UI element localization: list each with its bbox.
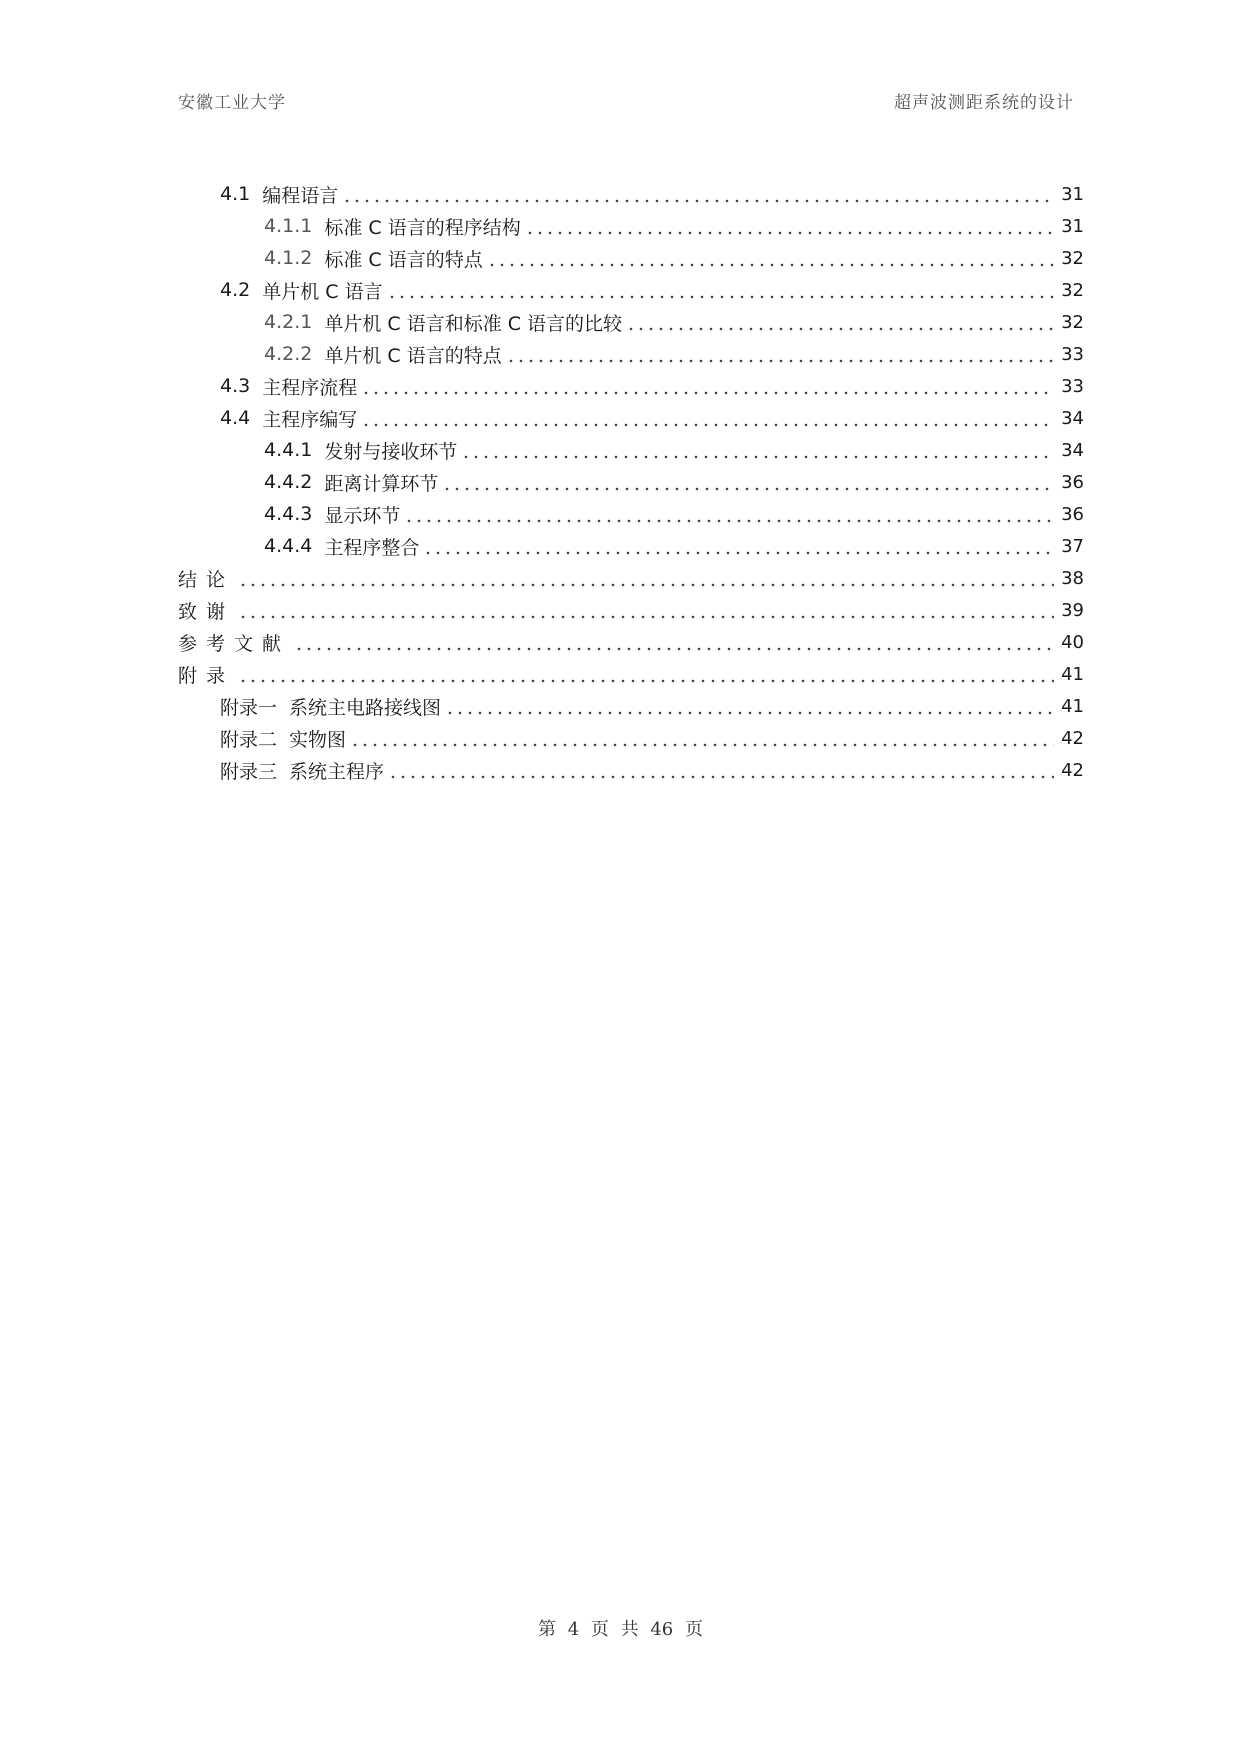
- toc-entry-page: 34: [1061, 439, 1084, 461]
- toc-entry-title: 编程语言: [262, 184, 339, 207]
- toc-leader-dots: [404, 503, 1054, 525]
- toc-entry-title: 实物图: [289, 728, 347, 751]
- toc-entry-page: 37: [1061, 535, 1084, 557]
- toc-leader-dots: [238, 663, 1054, 685]
- toc-leader-dots: [350, 727, 1054, 749]
- toc-leader-dots: [238, 567, 1054, 589]
- page-footer: 第 4 页 共 46 页: [538, 1619, 703, 1640]
- toc-leader-dots: [238, 599, 1054, 621]
- toc-entry-4-1-2[interactable]: [264, 242, 1084, 274]
- toc-entry-number: 4.2: [220, 279, 251, 301]
- page-header: [178, 88, 1074, 118]
- toc-entry-number: 附录三: [220, 760, 278, 783]
- toc-entry-4-3[interactable]: [220, 370, 1084, 402]
- toc-entry-number: 4.4.3: [264, 503, 313, 525]
- toc-entry-number: 4.4.2: [264, 471, 313, 493]
- toc-entry-title: 单片机 C 语言的特点: [324, 344, 502, 367]
- toc-entry-page: 32: [1061, 311, 1084, 333]
- toc-entry-title: 致谢: [178, 600, 235, 623]
- toc-entry-number: 4.1.1: [264, 215, 313, 237]
- toc-leader-dots: [506, 343, 1054, 365]
- toc-entry-page: 32: [1061, 279, 1084, 301]
- toc-entry-page: 36: [1061, 503, 1084, 525]
- toc-entry-4-2[interactable]: [220, 274, 1084, 306]
- toc-entry-number: 4.4.1: [264, 439, 313, 461]
- header-university: 安徽工业大学: [178, 93, 286, 113]
- toc-entry-appendix-1[interactable]: [220, 690, 1084, 722]
- toc-entry-title: 标准 C 语言的特点: [324, 248, 483, 271]
- toc-leader-dots: [342, 183, 1054, 205]
- toc-entry-page: 42: [1061, 759, 1084, 781]
- toc-entry-title: 主程序整合: [324, 536, 420, 559]
- toc-entry-page: 38: [1061, 567, 1084, 589]
- toc-entry-title: 单片机 C 语言: [262, 280, 383, 303]
- toc-entry-number: 4.4: [220, 407, 251, 429]
- toc-entry-appendix-2[interactable]: [220, 722, 1084, 754]
- toc-entry-page: 33: [1061, 375, 1084, 397]
- toc-entry-4-1[interactable]: [220, 178, 1084, 210]
- toc-entry-page: 41: [1061, 663, 1084, 685]
- toc-entry-title: 结论: [178, 568, 235, 591]
- toc-entry-title: 显示环节: [324, 504, 401, 527]
- toc-entry-4-2-1[interactable]: [264, 306, 1084, 338]
- toc-entry-4-4[interactable]: [220, 402, 1084, 434]
- toc-leader-dots: [361, 375, 1054, 397]
- toc-entry-title: 单片机 C 语言和标准 C 语言的比较: [324, 312, 623, 335]
- toc-entry-page: 31: [1061, 183, 1084, 205]
- toc-entry-page: 40: [1061, 631, 1084, 653]
- toc-leader-dots: [387, 279, 1054, 301]
- toc-entry-title: 距离计算环节: [324, 472, 439, 495]
- toc-leader-dots: [525, 215, 1054, 237]
- toc-entry-number: 附录二: [220, 728, 278, 751]
- toc-leader-dots: [442, 471, 1054, 493]
- toc-entry-number: 附录一: [220, 696, 278, 719]
- toc-entry-page: 34: [1061, 407, 1084, 429]
- toc-leader-dots: [294, 631, 1054, 653]
- header-thesis-title: 超声波测距系统的设计: [894, 93, 1074, 113]
- toc-leader-dots: [461, 439, 1054, 461]
- toc-entry-page: 32: [1061, 247, 1084, 269]
- toc-entry-4-1-1[interactable]: [264, 210, 1084, 242]
- toc-entry-4-4-2[interactable]: [264, 466, 1084, 498]
- toc-leader-dots: [388, 759, 1054, 781]
- toc-entry-4-2-2[interactable]: [264, 338, 1084, 370]
- toc-entry-page: 33: [1061, 343, 1084, 365]
- toc-leader-dots: [445, 695, 1054, 717]
- toc-entry-page: 39: [1061, 599, 1084, 621]
- toc-entry-title: 附录: [178, 664, 235, 687]
- toc-entry-number: 4.2.2: [264, 343, 313, 365]
- toc-entry-number: 4.2.1: [264, 311, 313, 333]
- toc-entry-4-4-3[interactable]: [264, 498, 1084, 530]
- toc-entry-page: 42: [1061, 727, 1084, 749]
- toc-entry-references[interactable]: [178, 626, 1084, 658]
- toc-entry-4-4-4[interactable]: [264, 530, 1084, 562]
- toc-entry-number: 4.3: [220, 375, 251, 397]
- toc-leader-dots: [361, 407, 1054, 429]
- toc-entry-number: 4.4.4: [264, 535, 313, 557]
- toc-leader-dots: [487, 247, 1054, 269]
- toc-entry-title: 系统主电路接线图: [289, 696, 442, 719]
- toc-entry-4-4-1[interactable]: [264, 434, 1084, 466]
- toc-entry-title: 主程序流程: [262, 376, 358, 399]
- toc-leader-dots: [626, 311, 1054, 333]
- toc-entry-number: 4.1: [220, 183, 251, 205]
- toc-entry-page: 36: [1061, 471, 1084, 493]
- toc-entry-page: 31: [1061, 215, 1084, 237]
- toc-entry-title: 标准 C 语言的程序结构: [324, 216, 521, 239]
- toc-leader-dots: [423, 535, 1054, 557]
- toc-entry-title: 主程序编写: [262, 408, 358, 431]
- toc-entry-title: 发射与接收环节: [324, 440, 458, 463]
- toc-entry-title: 系统主程序: [289, 760, 385, 783]
- toc-entry-number: 4.1.2: [264, 247, 313, 269]
- toc-entry-appendix-3[interactable]: [220, 754, 1084, 786]
- toc-entry-appendix[interactable]: [178, 658, 1084, 690]
- toc-entry-conclusion[interactable]: [178, 562, 1084, 594]
- toc-entry-page: 41: [1061, 695, 1084, 717]
- toc-entry-title: 参考文献: [178, 632, 291, 655]
- toc-entry-acknowledgements[interactable]: [178, 594, 1084, 626]
